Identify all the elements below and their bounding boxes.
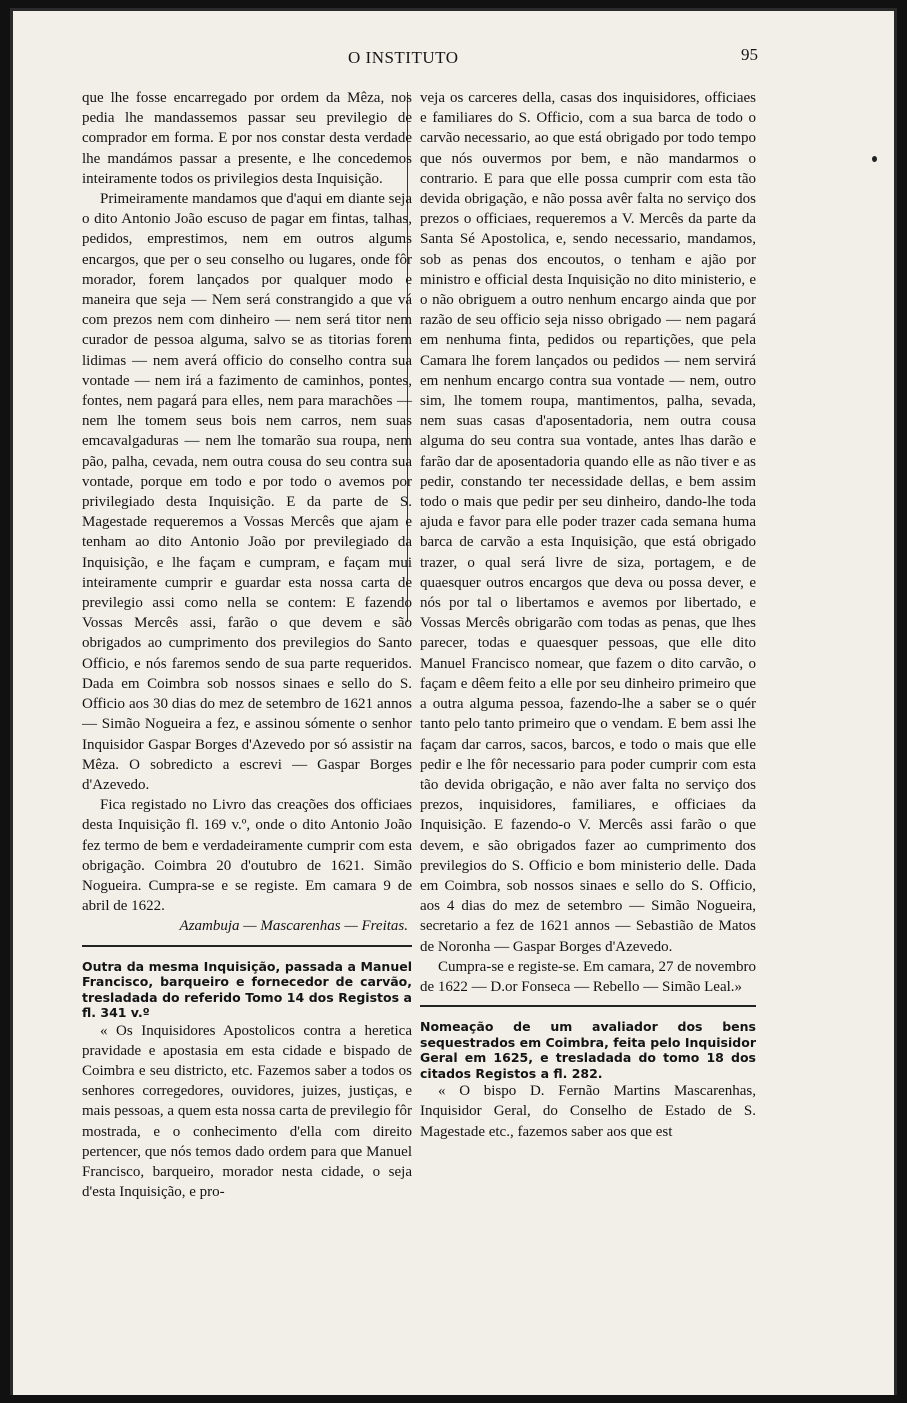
section-rule [420,1005,756,1007]
section-heading: Outra da mesma Inquisição, passada a Manuel Francisco, barqueiro e fornecedor de carvão, tresladada do referido Tomo 14 dos Registos a fl. 341 v.º [82,958,412,1021]
left-column [82,88,412,1202]
paragraph: Fica registado no Livro das creações dos officiaes desta Inquisição fl. 169 v.º, onde o dito Antonio João fez termo de bem e verdadeiramente cumprir com esta obrigação. Coimbra 20 d'outubro de 1621. Simão Nogueira. Cumpra-se e se registe. Em camara 9 de abril de 1622. [82,797,412,915]
paragraph: veja os carceres della, casas dos inquisidores, officiaes e familiares do S. Officio, com a sua barca de todo o carvão necessario, ao que está obrigado por todo tempo que nós ouvermos por bem, e não mandarmos o contrario. E para que elle possa cumprir com esta tão devida obrigação, e não possa avêr falta no serviço dos prezos o officiaes, requeremos a V. Mercês da parte da Santa Sé Apostolica, e, sendo necessario, mandamos, sob as penas dos encoutos, o tenham e ajão por ministro e official desta Inquisição no dito ministerio, e o não obriguem a outro nenhum encargo ainda que por razão de seu officio seja nisso obrigado — nem pagará em nenhuma finta, pedidos ou repartições, que pela Camara lhe forem lançados ou pedidos — nem servirá em nenhum encargo contra sua vontade — nem, outro sim, lhe tomem roupa, mantimentos, palha, sevada, nem suas casas d'aposentadoria, nem outra cousa alguma do seu contra sua vontade, antes lhas darão e farão dar de aposentadoria quando elle as não tiver e as pedir, constando ter necessidade dellas, e bem assim todo o mais que pedir per seu dinheiro, dando-lhe toda ajuda e favor para elle poder trazer cada semana huma barca de carvão a esta Inquisição, que está obrigado trazer, o qual será livre de siza, portagem, e de quaesquer outros encargos que deva ou possa dever, e nós por tal o libertamos e avemos por libertado, e Vossas Mercês obrigarão com todas as penas, que lhes parecer, todas e quaesquer pessoas, que elle dito Manuel Francisco nomear, que fazem o dito carvão, o façam e dêem feito a elle por seu dinheiro primeiro que a outra alguma pessoa, fazendo-lhe a saber se o quér tanto pelo tanto primeiro que o vendam. E bem assi lhe façam dar carros, sacos, barcos, e todo o mais que elle pedir e lhe fôr necessario para poder cumprir com esta tão devida obrigação, e não aver falta no serviço dos prezos, inquisidores, familiares, e officiaes da Inquisição. E fazendo-o V. Mercês assi farão o que devem, e são obrigados fazer ao cumprimento dos previlegios do S. Officio e bom ministerio delle. Dada em Coimbra, sob nossos sinaes e sello do S. Officio, aos 4 dias do mez de setembro — Simão Nogueira, secretario a fez de 1621 annos — Sebastião de Matos de Noronha — Gaspar Borges d'Azevedo. [420,90,756,955]
paragraph: « Os Inquisidores Apostolicos contra a heretica pravidade e apostasia em esta cidade e bispado de Coimbra e seu districto, etc. Fazemos saber a todos os senhores corregedores, ouvidores, juizes, justiças, e mais pessoas, a quem esta nossa carta de previlegio fôr mostrada, e o conhecimento d'ella com direito pertencer, que nós temos dado ordem para que Manuel Francisco, barqueiro, morador nesta cidade, o seja d'esta Inquisição, e pro- [82,1022,412,1201]
scan-edge-right [894,8,897,1395]
ink-spot [872,156,877,162]
paragraph: « O bispo D. Fernão Martins Mascarenhas, Inquisidor Geral, do Conselho de Estado de S. Magestade etc., fazemos saber aos que est [420,1083,756,1140]
page-number: 95 [741,45,758,64]
paragraph: que lhe fosse encarregado por ordem da Mêza, nos pedia lhe mandassemos passar seu previlegio de comprador em forma. E por nos constar desta verdade lhe mandámos passar a presente, e lhe concedemos inteiramente todos os privilegios desta Inquisição. [82,90,412,187]
running-title: O INSTITUTO [348,48,459,67]
page-header [68,42,758,70]
scan-edge-top [10,8,897,11]
section-rule [82,945,412,947]
section-heading: Nomeação de um avaliador dos bens sequestrados em Coimbra, feita pelo Inquisidor Geral em 1625, e tresladada do tomo 18 dos citados Registos a fl. 282. [420,1019,756,1081]
signature-line: Azambuja — Mascarenhas — Freitas. [179,918,408,935]
scan-edge-left [10,8,13,1395]
paragraph: Primeiramente mandamos que d'aqui em diante seja o dito Antonio João escuso de pagar em fintas, talhas, pedidos, emprestimos, nem em outros algums encargos, que per o seu conselho ou lugares, onde fôr morador, forem lançados por qualquer modo e maneira que seja — Nem será constrangido a que vá com prezos nem com dinheiro — nem será titor nem curador de pessoa alguma, salvo se as titorias forem lidimas — nem averá officio do conselho contra sua vontade — nem irá a fazimento de caminhos, pontes, fontes, nem pagará para elles, nem para marachões — nem lhe tomem seus bois nem carros, nem suas emcavalgaduras — nem lhe tomarão sua roupa, nem pão, palha, cevada, nem outra cousa do seu contra sua vontade, porque em todo e por todo o avemos por privilegiado desta Inquisição. E da parte de S. Magestade requeremos a Vossas Mercês que ajam e tenham ao dito Antonio João por previlegiado da Inquisição, e lhe façam e cumpram, e façam mui inteiramente cumprir e guardar esta nossa carta de previlegio assi como nella se contem: E fazendo Vossas Mercês assi, farão o que devem e são obrigados ao cumprimento dos previlegios do Santo Officio, e nós faremos sendo de sua parte requeridos. Dada em Coimbra sob nossos sinaes e sello do S. Officio aos 30 dias do mez de setembro de 1621 annos — Simão Nogueira a fez, e assinou sómente o senhor Inquisidor Gaspar Borges d'Azevedo por só assistir na Mêza. O sobredicto a escrevi — Gaspar Borges d'Azevedo. [82,191,412,793]
document-page [10,8,897,1395]
right-column [420,88,756,1142]
paragraph: Cumpra-se e registe-se. Em camara, 27 de novembro de 1622 — D.or Fonseca — Rebello — Simão Leal.» [420,958,756,995]
